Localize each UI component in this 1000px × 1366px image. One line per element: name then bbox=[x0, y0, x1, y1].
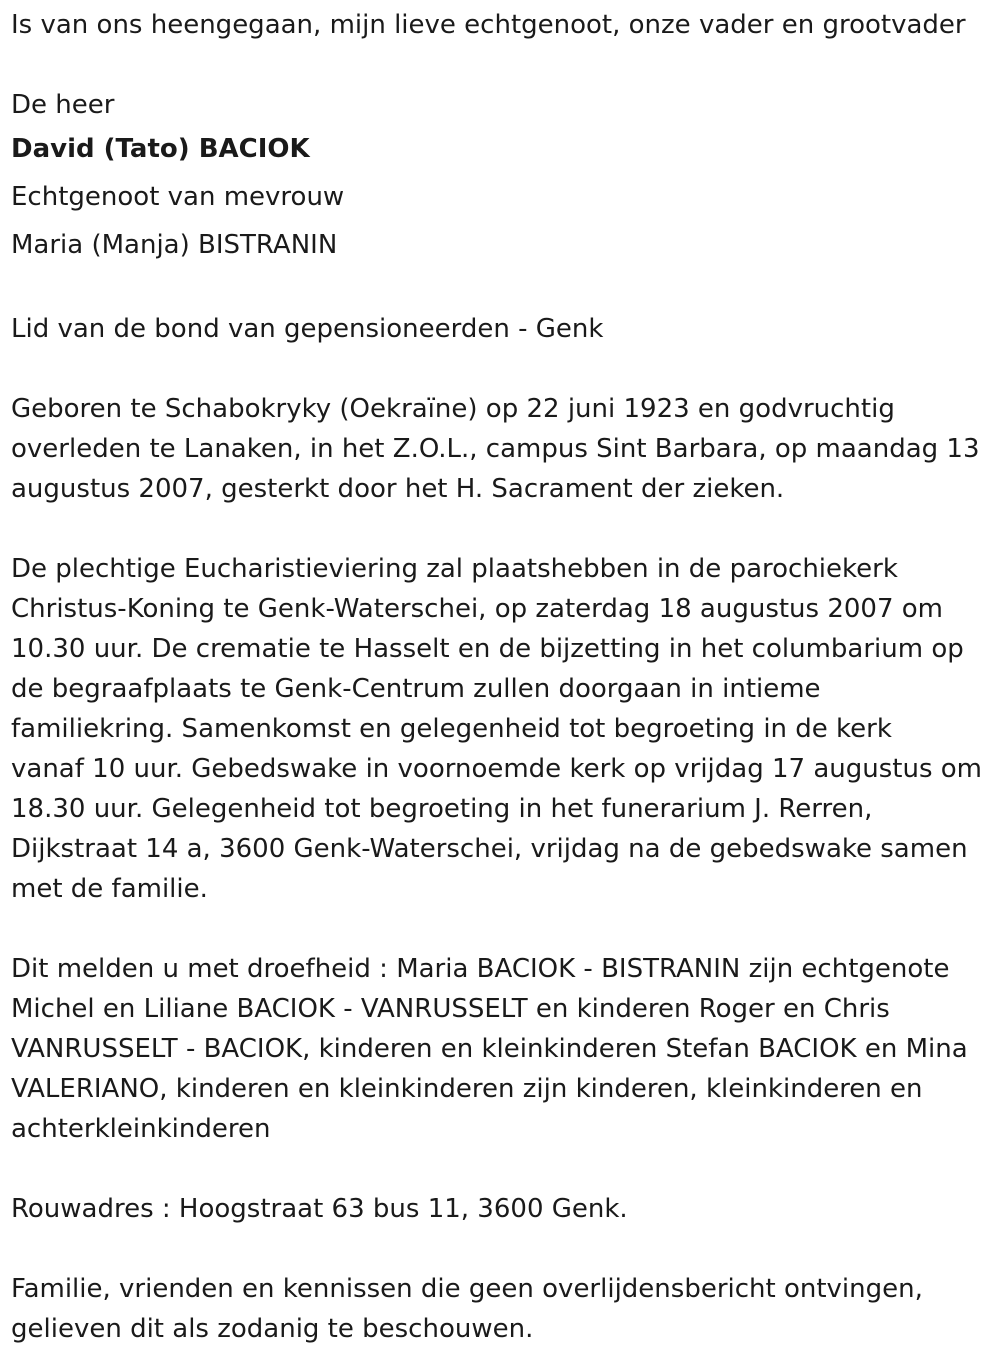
announcers-paragraph bbox=[11, 949, 990, 1149]
spacer bbox=[11, 1229, 990, 1269]
spouse-name: Maria (Manja) BISTRANIN bbox=[11, 230, 338, 260]
paragraph-line: VANRUSSELT - BACIOK, kinderen en kleinkinderen Stefan BACIOK en Mina bbox=[11, 1034, 968, 1064]
ceremony-paragraph bbox=[11, 549, 990, 909]
membership: Lid van de bond van gepensioneerden - Genk bbox=[11, 314, 604, 344]
paragraph-line: augustus 2007, gesterkt door het H. Sacrament der zieken. bbox=[11, 474, 785, 504]
paragraph-line: familiekring. Samenkomst en gelegenheid tot begroeting in de kerk bbox=[11, 714, 892, 744]
salutation: De heer bbox=[11, 90, 115, 120]
paragraph-line: De plechtige Eucharistieviering zal plaatshebben in de parochiekerk bbox=[11, 554, 898, 584]
paragraph-line: 10.30 uur. De crematie te Hasselt en de bijzetting in het columbarium op bbox=[11, 634, 964, 664]
paragraph-line: met de familie. bbox=[11, 874, 208, 904]
paragraph-line: gelieven dit als zodanig te beschouwen. bbox=[11, 1314, 534, 1344]
spacer bbox=[11, 349, 990, 389]
paragraph-line: Familie, vrienden en kennissen die geen overlijdensbericht ontvingen, bbox=[11, 1274, 923, 1304]
paragraph-line: 18.30 uur. Gelegenheid tot begroeting in het funerarium J. Rerren, bbox=[11, 794, 873, 824]
closing-paragraph bbox=[11, 1269, 990, 1349]
paragraph-line: Michel en Liliane BACIOK - VANRUSSELT en kinderen Roger en Chris bbox=[11, 994, 890, 1024]
paragraph-line: vanaf 10 uur. Gebedswake in voornoemde kerk op vrijdag 17 augustus om bbox=[11, 754, 982, 784]
spacer bbox=[11, 269, 990, 309]
spacer bbox=[11, 45, 990, 85]
paragraph-line: VALERIANO, kinderen en kleinkinderen zijn kinderen, kleinkinderen en bbox=[11, 1074, 923, 1104]
deceased-name: David (Tato) BACIOK bbox=[11, 134, 310, 164]
paragraph-line: overleden te Lanaken, in het Z.O.L., campus Sint Barbara, op maandag 13 bbox=[11, 434, 980, 464]
spacer bbox=[11, 1149, 990, 1189]
paragraph-line: Dijkstraat 14 a, 3600 Genk-Waterschei, vrijdag na de gebedswake samen bbox=[11, 834, 968, 864]
paragraph-line: achterkleinkinderen bbox=[11, 1114, 271, 1144]
intro-text: Is van ons heengegaan, mijn lieve echtgenoot, onze vader en grootvader bbox=[11, 10, 966, 40]
paragraph-line: de begraafplaats te Genk-Centrum zullen doorgaan in intieme bbox=[11, 674, 821, 704]
spouse-label: Echtgenoot van mevrouw bbox=[11, 182, 345, 212]
paragraph-line: Christus-Koning te Genk-Waterschei, op zaterdag 18 augustus 2007 om bbox=[11, 594, 944, 624]
birth-death-paragraph bbox=[11, 389, 990, 509]
paragraph-line: Dit melden u met droefheid : Maria BACIOK - BISTRANIN zijn echtgenote bbox=[11, 954, 950, 984]
spacer bbox=[11, 509, 990, 549]
spacer bbox=[11, 909, 990, 949]
mourning-address: Rouwadres : Hoogstraat 63 bus 11, 3600 Genk. bbox=[11, 1194, 628, 1224]
paragraph-line: Geboren te Schabokryky (Oekraïne) op 22 juni 1923 en godvruchtig bbox=[11, 394, 895, 424]
